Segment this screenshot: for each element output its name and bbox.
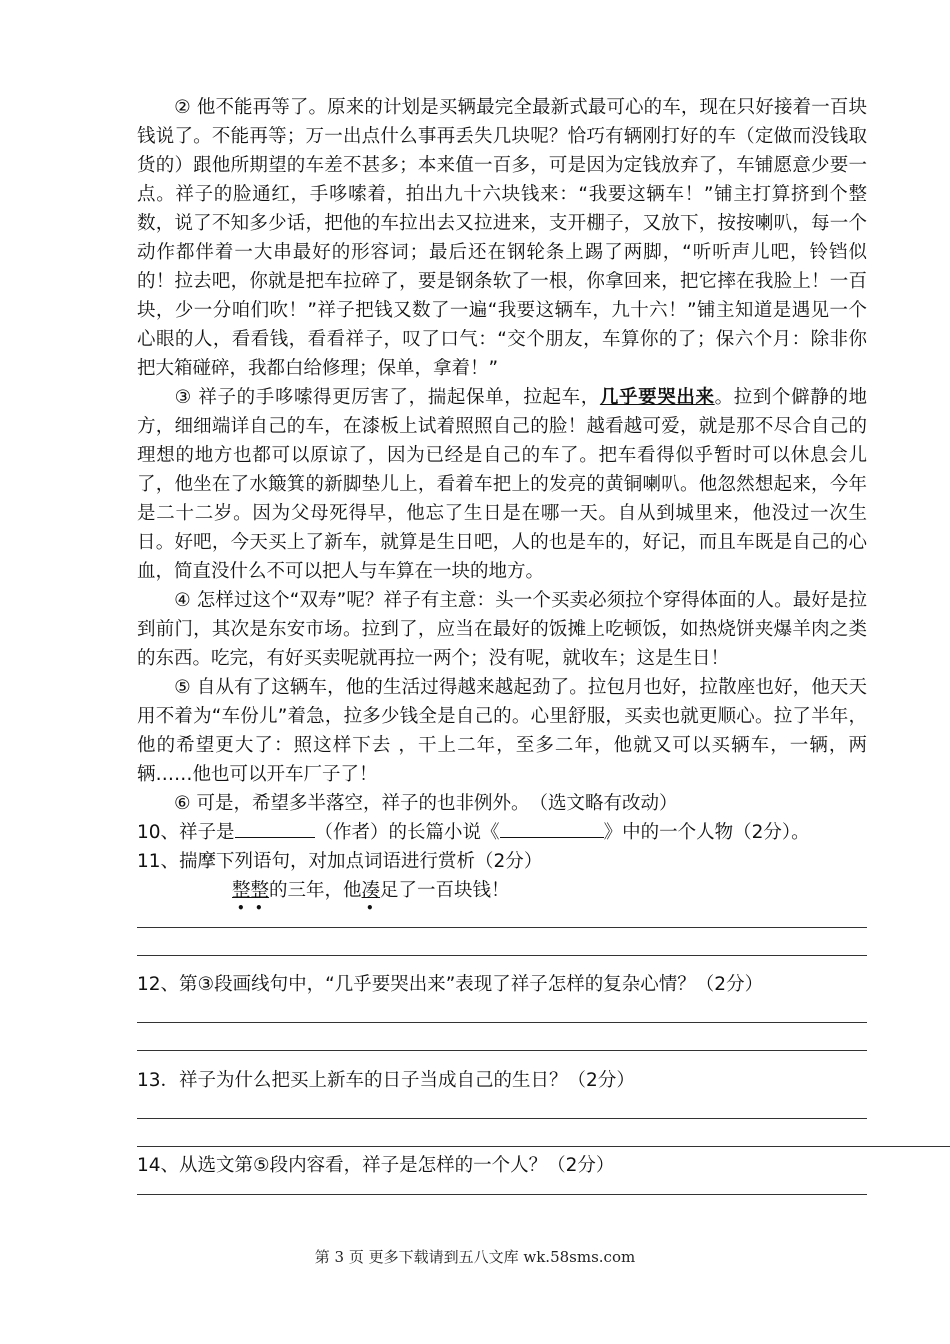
answer-line[interactable] <box>137 1194 867 1195</box>
answer-line[interactable] <box>137 1146 950 1147</box>
author-blank[interactable] <box>235 819 315 838</box>
page-footer: 第 3 页 更多下载请到五八文库 wk.58sms.com <box>314 1248 636 1266</box>
emphasis-dot: • <box>237 901 245 915</box>
paragraph-4: ④ 怎样过这个“双寿”呢？祥子有主意：头一个买卖必须拉个穿得体面的人。最好是拉到前门，其次是东安市场。拉到了，应当在最好的饭摊上吃顿饭，如热烧饼夹爆羊肉之类的东西。吃完，有好买卖呢就再拉一两个；没有呢，就收车；这是生日！ <box>137 590 867 669</box>
answer-line[interactable] <box>137 1022 867 1023</box>
question-11: 11、揣摩下列语句，对加点词语进行赏析（2分） <box>137 851 543 872</box>
paragraph-2: ② 他不能再等了。原来的计划是买辆最完全最新式最可心的车，现在只好接着一百块钱说了。不能再等；万一出点什么事再丢失几块呢？恰巧有辆刚打好的车（定做而没钱取货的）跟他所期望的车差不甚多；本来值一百多，可是因为定钱放弃了，车铺愿意少要一点。祥子的脸通红，手哆嗦着，拍出九十六块钱来：“我要这辆车！”铺主打算挤到个整数，说了不知多少话，把他的车拉出去又拉进来，支开棚子，又放下，按按喇叭，每一个动作都伴着一大串最好的形容词；最后还在钢轮条上踢了两脚，“听听声儿吧，铃铛似的！拉去吧，你就是把车拉碎了，要是钢条软了一根，你拿回来，把它摔在我脸上！一百块，少一分咱们吹！”祥子把钱又数了一遍“我要这辆车，九十六！”铺主知道是遇见一个心眼的人，看看钱，看看祥子，叹了口气：“交个朋友，车算你的了；保六个月：除非你把大箱碰碎，我都白给修理；保单，拿着！” <box>137 97 867 379</box>
answer-line[interactable] <box>137 955 867 956</box>
document-page <box>137 93 867 1195</box>
paragraph-3: ③ 祥子的手哆嗦得更厉害了，揣起保单，拉起车，几乎要哭出来。拉到个僻静的地方，细细端详自己的车，在漆板上试着照照自己的脸！越看越可爱，就是那不尽合自己的理想的地方也都可以原谅了，因为已经是自己的车了。把车看得似乎暂时可以休息会儿了，他坐在了水簸箕的新脚垫儿上，看着车把上的发亮的黄铜喇叭。他忽然想起来，今年是二十二岁。因为父母死得早，他忘了生日是在哪一天。自从到城里来，他没过一次生日。好吧，今天买上了新车，就算是生日吧，人的也是车的，好记，而且车既是自己的心血，简直没什么不可以把人与车算在一块的地方。 <box>137 387 867 582</box>
answer-line[interactable] <box>137 927 867 928</box>
question-13: 13．祥子为什么把买上新车的日子当成自己的生日？（2分） <box>137 1070 635 1091</box>
novel-title-blank[interactable] <box>500 819 604 838</box>
quote-sentence: 整整的三年，他凑足了一百块钱！ • • • <box>232 876 867 905</box>
answer-line[interactable] <box>137 1050 867 1051</box>
question-10: 10、祥子是 （作者）的长篇小说《 》中的一个人物（2分）。 <box>137 818 867 847</box>
answer-line[interactable] <box>137 1118 867 1119</box>
underlined-phrase: 几乎要哭出来 <box>599 387 715 408</box>
paragraph-5: ⑤ 自从有了这辆车，他的生活过得越来越起劲了。拉包月也好，拉散座也好，他天天用不着为“车份儿”着急，拉多少钱全是自己的。心里舒服，买卖也就更顺心。拉了半年，他的希望更大了：照这样下去 ，干上二年，至多二年，他就又可以买辆车，一辆，两辆……他也可以开车厂子了！ <box>137 677 867 785</box>
paragraph-6: ⑥ 可是，希望多半落空，祥子的也非例外。 （选文略有改动） <box>174 793 678 814</box>
question-14: 14、从选文第⑤段内容看，祥子是怎样的一个人？（2分） <box>137 1155 615 1176</box>
emphasis-dot: • <box>255 901 263 915</box>
emphasis-dot: • <box>366 901 374 915</box>
question-12: 12、第③段画线句中，“几乎要哭出来”表现了祥子怎样的复杂心情？（2分） <box>137 974 764 995</box>
